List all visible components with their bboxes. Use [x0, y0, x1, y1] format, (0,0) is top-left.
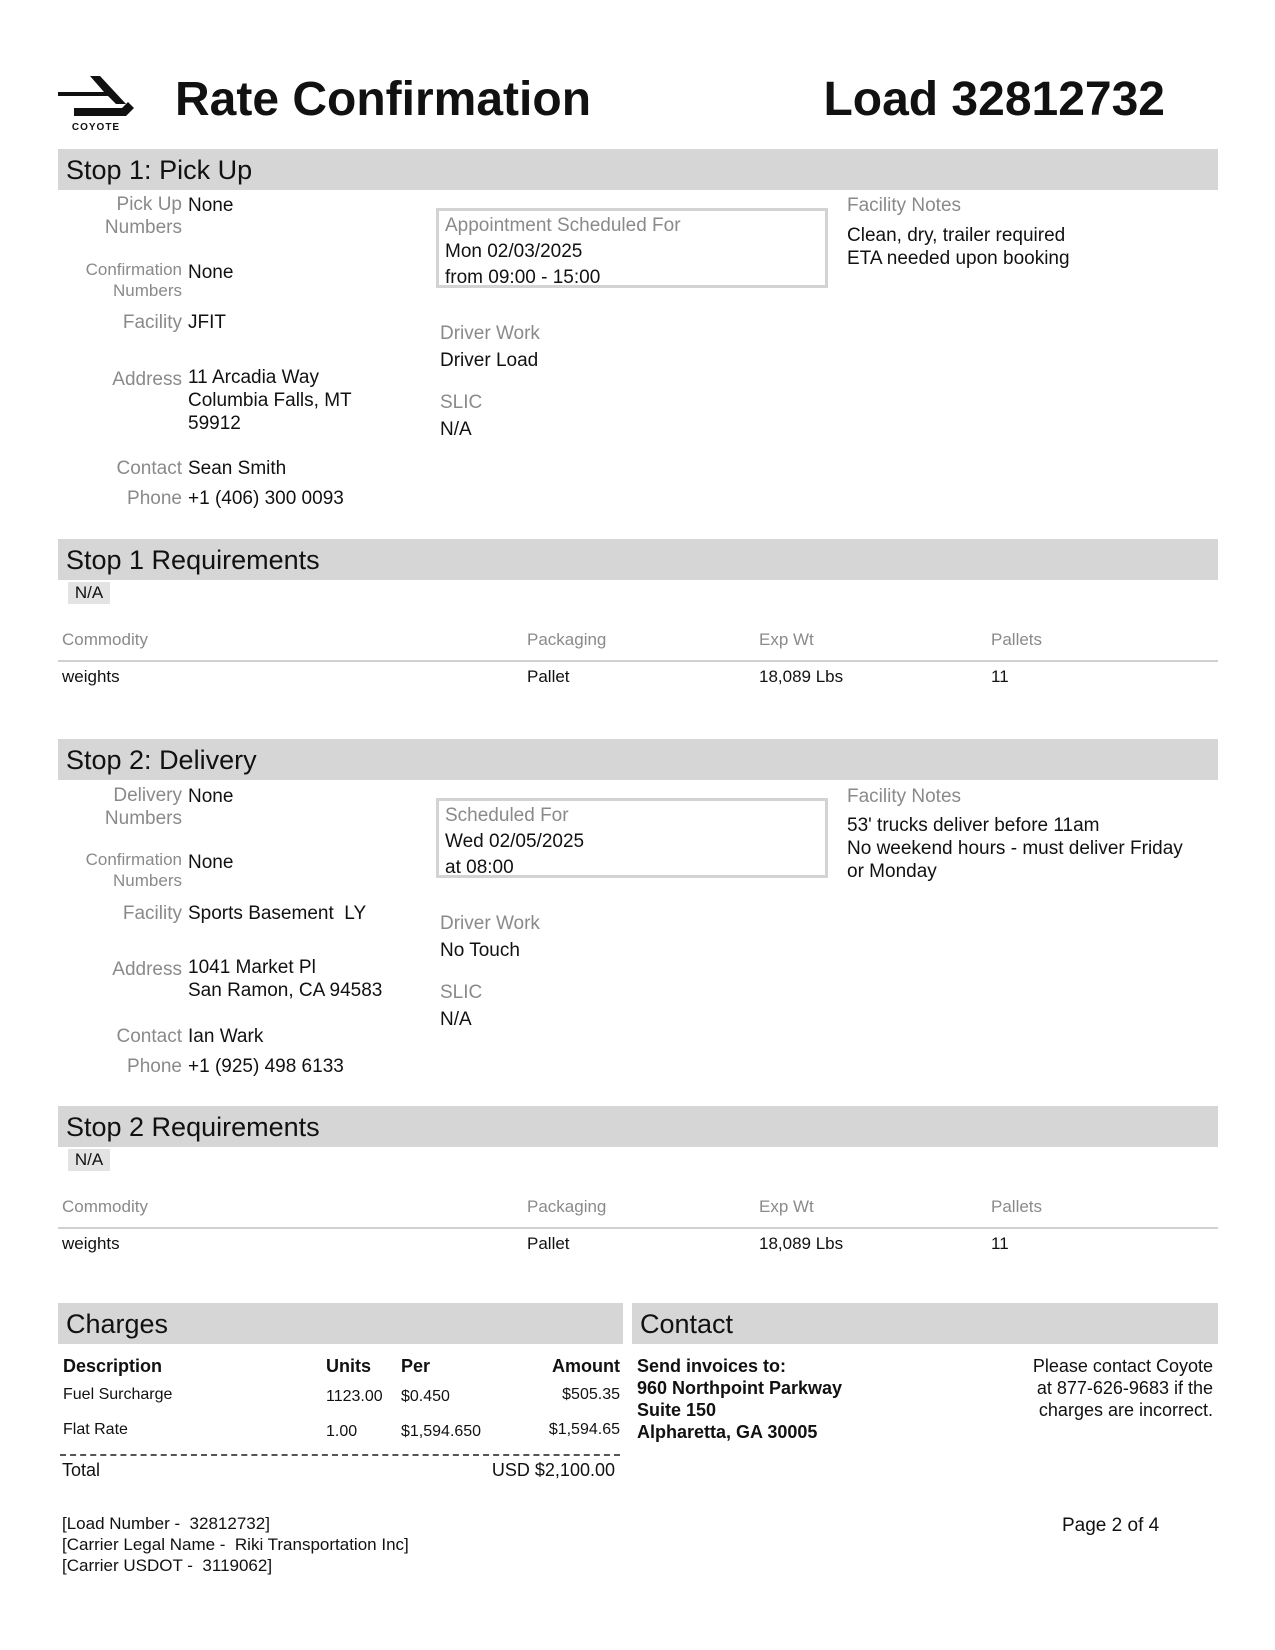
invoice-address: Send invoices to: 960 Northpoint Parkway Suite 150 Alpharetta, GA 30005 — [637, 1356, 843, 1442]
facility-notes-value: 53' trucks deliver before 11am No weekend hours - must deliver Friday or Monday — [847, 815, 1183, 882]
stop2-requirements-heading: Stop 2 Requirements — [66, 1112, 320, 1142]
appointment-date: Mon 02/03/2025 — [445, 241, 583, 262]
facility-label: Facility — [122, 312, 182, 333]
facility-notes-value: Clean, dry, trailer required ETA needed upon booking — [847, 225, 1070, 269]
contact-band — [632, 1303, 1218, 1344]
appointment-title: Appointment Scheduled For — [445, 215, 681, 236]
contact-note: Please contact Coyote at 877-626-9683 if the charges are incorrect. — [1032, 1356, 1213, 1420]
pallets-header: Pallets — [991, 1197, 1043, 1216]
requirements-badge: N/A — [68, 1149, 110, 1171]
footer-carrier-name: [Carrier Legal Name - Riki Transportation Inc] — [62, 1535, 409, 1554]
footer-load-number: [Load Number - 32812732] — [62, 1514, 270, 1533]
footer-carrier-usdot: [Carrier USDOT - 3119062] — [62, 1556, 273, 1575]
stop2-heading: Stop 2: Delivery — [66, 745, 257, 775]
confirmation-numbers-value: None — [188, 262, 234, 283]
charges-heading: Charges — [66, 1309, 169, 1339]
total-value: USD $2,100.00 — [491, 1460, 615, 1480]
packaging-cell: Pallet — [527, 667, 570, 686]
facility-notes-label: Facility Notes — [847, 786, 962, 807]
charges-band — [58, 1303, 623, 1344]
charges-per-header: Per — [401, 1356, 431, 1376]
stop1-band — [58, 149, 1218, 190]
address-label: Address — [112, 959, 182, 980]
phone-value: +1 (925) 498 6133 — [188, 1056, 344, 1077]
stop1-heading: Stop 1: Pick Up — [66, 155, 253, 185]
phone-value: +1 (406) 300 0093 — [188, 488, 344, 509]
charge-per: $1,594.650 — [401, 1423, 482, 1440]
address-value: 11 Arcadia Way Columbia Falls, MT 59912 — [188, 367, 352, 434]
packaging-header: Packaging — [527, 1197, 607, 1216]
exp-wt-header: Exp Wt — [759, 1197, 814, 1216]
requirements-badge: N/A — [68, 582, 110, 604]
total-divider — [60, 1454, 620, 1456]
contact-label: Contact — [116, 458, 182, 479]
load-number-title: Load 32812732 — [823, 73, 1165, 126]
exp-wt-cell: 18,089 Lbs — [759, 667, 844, 686]
driver-work-value: Driver Load — [440, 350, 539, 371]
commodity-header: Commodity — [62, 1197, 148, 1216]
table-divider — [58, 660, 1218, 662]
slic-value: N/A — [440, 419, 472, 440]
delivery-numbers-label: Delivery Numbers — [104, 785, 182, 829]
charge-units: 1123.00 — [326, 1388, 383, 1405]
stop1-requirements-heading: Stop 1 Requirements — [66, 545, 320, 575]
charge-description: Fuel Surcharge — [63, 1386, 173, 1403]
charge-description: Flat Rate — [63, 1421, 128, 1438]
commodity-header: Commodity — [62, 630, 148, 649]
commodity-cell: weights — [62, 667, 120, 686]
charge-units: 1.00 — [326, 1423, 358, 1440]
slic-label: SLIC — [440, 392, 483, 413]
delivery-numbers-value: None — [188, 786, 234, 807]
confirmation-numbers-value: None — [188, 852, 234, 873]
appointment-title: Scheduled For — [445, 805, 569, 826]
driver-work-value: No Touch — [440, 940, 520, 961]
facility-value: Sports Basement LY — [188, 903, 367, 924]
driver-work-label: Driver Work — [440, 323, 540, 344]
charges-units-header: Units — [326, 1356, 371, 1376]
charge-amount: $505.35 — [562, 1386, 620, 1403]
charge-amount: $1,594.65 — [548, 1421, 620, 1438]
slic-label: SLIC — [440, 982, 483, 1003]
stop1-requirements-band — [58, 539, 1218, 580]
exp-wt-header: Exp Wt — [759, 630, 814, 649]
contact-value: Ian Wark — [188, 1026, 264, 1047]
address-value: 1041 Market Pl San Ramon, CA 94583 — [188, 957, 383, 1001]
confirmation-numbers-label: Confirmation Numbers — [85, 850, 182, 890]
packaging-cell: Pallet — [527, 1234, 570, 1253]
appointment-date: Wed 02/05/2025 — [445, 831, 585, 852]
address-label: Address — [112, 369, 182, 390]
charge-per: $0.450 — [401, 1388, 450, 1405]
pallets-cell: 11 — [991, 1234, 1009, 1253]
slic-value: N/A — [440, 1009, 472, 1030]
facility-notes-label: Facility Notes — [847, 195, 962, 216]
pallets-cell: 11 — [991, 667, 1009, 686]
charges-amount-header: Amount — [552, 1356, 620, 1376]
table-divider — [58, 1227, 1218, 1229]
page-number: Page 2 of 4 — [1062, 1515, 1160, 1536]
coyote-logo — [56, 72, 136, 136]
total-label: Total — [62, 1460, 101, 1480]
pickup-numbers-label: Pick Up Numbers — [104, 194, 182, 238]
phone-label: Phone — [127, 1056, 182, 1077]
logo-text: COYOTE — [71, 122, 121, 133]
appointment-time: at 08:00 — [445, 857, 514, 878]
facility-label: Facility — [122, 903, 182, 924]
appointment-box — [436, 208, 828, 288]
appointment-time: from 09:00 - 15:00 — [445, 267, 601, 288]
stop2-requirements-band — [58, 1106, 1218, 1147]
page-title: Rate Confirmation — [175, 73, 592, 126]
confirmation-numbers-label: Confirmation Numbers — [85, 260, 182, 300]
pickup-numbers-value: None — [188, 195, 234, 216]
exp-wt-cell: 18,089 Lbs — [759, 1234, 844, 1253]
contact-heading: Contact — [640, 1309, 734, 1339]
contact-value: Sean Smith — [188, 458, 287, 479]
coyote-logo-icon — [56, 72, 136, 122]
stop2-band — [58, 739, 1218, 780]
footer-info — [62, 1513, 409, 1576]
phone-label: Phone — [127, 488, 182, 509]
commodity-cell: weights — [62, 1234, 120, 1253]
packaging-header: Packaging — [527, 630, 607, 649]
driver-work-label: Driver Work — [440, 913, 540, 934]
appointment-box — [436, 798, 828, 878]
facility-value: JFIT — [188, 312, 226, 333]
charges-description-header: Description — [63, 1356, 163, 1376]
pallets-header: Pallets — [991, 630, 1043, 649]
contact-label: Contact — [116, 1026, 182, 1047]
